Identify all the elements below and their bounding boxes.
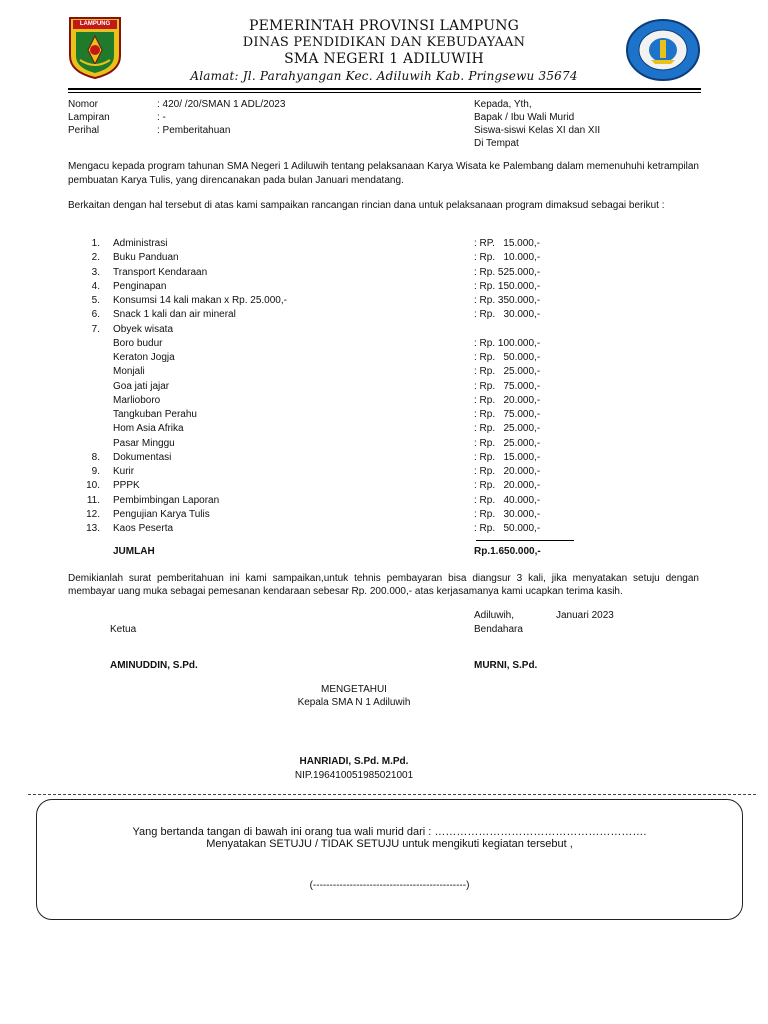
budget-item-label: Buku Panduan — [113, 252, 179, 263]
budget-item-number: 9. — [91, 466, 100, 477]
principal-nip: NIP.196410051985021001 — [294, 770, 414, 781]
letterhead-divider-thin — [68, 92, 701, 93]
treasurer-name: MURNI, S.Pd. — [474, 660, 538, 671]
budget-item-amount: : Rp. 75.000,- — [474, 381, 541, 392]
budget-item — [0, 480, 768, 492]
budget-item-amount: : Rp. 100.000,- — [474, 338, 541, 349]
budget-item-label: Administrasi — [113, 238, 168, 249]
budget-item-label: Hom Asia Afrika — [113, 423, 184, 434]
budget-item-amount: : Rp. 30.000,- — [474, 309, 541, 320]
budget-item — [0, 338, 768, 350]
budget-item — [0, 452, 768, 464]
budget-item-amount: : Rp. 40.000,- — [474, 495, 541, 506]
nomor-value: : 420/ /20/SMAN 1 ADL/2023 — [157, 99, 286, 110]
lampiran-value: : - — [157, 112, 166, 123]
budget-item — [0, 423, 768, 435]
budget-item-number: 5. — [91, 295, 100, 306]
budget-item-amount: : Rp. 350.000,- — [474, 295, 541, 306]
budget-item-amount: : Rp. 20.000,- — [474, 466, 541, 477]
chairman-name: AMINUDDIN, S.Pd. — [110, 660, 198, 671]
cut-line — [28, 794, 756, 795]
chairman-role: Ketua — [110, 624, 137, 635]
budget-item — [0, 295, 768, 307]
budget-item-label: Pasar Minggu — [113, 438, 175, 449]
budget-item-amount: : Rp. 150.000,- — [474, 281, 541, 292]
budget-item-amount: : Rp. 25.000,- — [474, 438, 541, 449]
budget-item — [0, 309, 768, 321]
budget-item-number: 3. — [91, 267, 100, 278]
budget-item — [0, 324, 768, 336]
budget-item-amount: : Rp. 20.000,- — [474, 480, 541, 491]
total-label: JUMLAH — [113, 546, 155, 557]
budget-item-amount: : Rp. 30.000,- — [474, 509, 541, 520]
budget-item — [0, 238, 768, 250]
budget-item-number: 8. — [91, 452, 100, 463]
budget-item-number: 12. — [86, 509, 100, 520]
recipient-line: Siswa-siswi Kelas XI dan XII — [474, 125, 601, 136]
budget-item-number: 4. — [91, 281, 100, 292]
letterhead-divider-thick — [68, 88, 701, 90]
letterhead-school: SMA NEGERI 1 ADILUWIH — [284, 51, 484, 67]
budget-item — [0, 509, 768, 521]
principal-role: Kepala SMA N 1 Adiluwih — [297, 697, 411, 708]
consent-choice: Menyatakan SETUJU / TIDAK SETUJU untuk mengikuti kegiatan tersebut , — [206, 838, 573, 850]
budget-item-amount: : Rp. 20.000,- — [474, 395, 541, 406]
budget-item-amount: : RP. 15.000,- — [474, 238, 540, 249]
consent-statement: Yang bertanda tangan di bawah ini orang tua wali murid dari : …………………………………………………. — [132, 826, 647, 838]
recipient-line: Di Tempat — [474, 138, 519, 149]
budget-item-label: Konsumsi 14 kali makan x Rp. 25.000,- — [113, 295, 287, 306]
budget-item-amount: : Rp. 50.000,- — [474, 352, 541, 363]
budget-item-label: Marlioboro — [113, 395, 161, 406]
budget-item-label: Snack 1 kali dan air mineral — [113, 309, 236, 320]
letterhead-government: PEMERINTAH PROVINSI LAMPUNG — [248, 18, 520, 34]
budget-item-number: 13. — [86, 523, 100, 534]
budget-item-label: Kaos Peserta — [113, 523, 174, 534]
budget-item-label: Penginapan — [113, 281, 167, 292]
budget-item-label: Pengujian Karya Tulis — [113, 509, 210, 520]
budget-item-number: 7. — [91, 324, 100, 335]
letterhead-address: Alamat: Jl. Parahyangan Kec. Adiluwih Kab. Pringsewu 35674 — [190, 69, 578, 83]
total-rule — [476, 540, 574, 541]
budget-item — [0, 366, 768, 378]
recipient-line: Kepada, Yth, — [474, 99, 532, 110]
province-logo-text: LAMPUNG — [79, 21, 111, 27]
budget-item-amount: : Rp. 15.000,- — [474, 452, 541, 463]
treasurer-role: Bendahara — [474, 624, 523, 635]
signature-place: Adiluwih, — [474, 610, 515, 621]
budget-item-label: Goa jati jajar — [113, 381, 170, 392]
budget-item — [0, 352, 768, 364]
recipient-line: Bapak / Ibu Wali Murid — [474, 112, 575, 123]
school-logo — [625, 18, 701, 82]
principal-name: HANRIADI, S.Pd. M.Pd. — [299, 756, 409, 767]
budget-item — [0, 252, 768, 264]
signature-date: Januari 2023 — [556, 610, 614, 621]
budget-item-label: Kurir — [113, 466, 135, 477]
budget-item-number: 1. — [91, 238, 100, 249]
budget-item — [0, 495, 768, 507]
perihal-label: Perihal — [68, 125, 100, 136]
budget-item-label: PPPK — [113, 480, 140, 491]
budget-item-label: Pembimbingan Laporan — [113, 495, 220, 506]
budget-item-label: Monjali — [113, 366, 145, 377]
budget-item-amount: : Rp. 525.000,- — [474, 267, 541, 278]
budget-item-label: Transport Kendaraan — [113, 267, 208, 278]
budget-item-number: 10. — [86, 480, 100, 491]
budget-item-number: 6. — [91, 309, 100, 320]
total-amount: Rp.1.650.000,- — [474, 546, 541, 557]
perihal-value: : Pemberitahuan — [157, 125, 231, 136]
budget-item — [0, 267, 768, 279]
budget-item-label: Tangkuban Perahu — [113, 409, 197, 420]
budget-item — [0, 381, 768, 393]
nomor-label: Nomor — [68, 99, 99, 110]
closing-paragraph: Demikianlah surat pemberitahuan ini kami sampaikan,untuk tehnis pembayaran bisa diangsur 3 kali, jika menyatakan setuju dengan membayar uang muka sebagai pemesanan kendaraan sebesar Rp. 200.000,- atas kerjasamanya kami ucapkan terima kasih. — [68, 573, 699, 597]
budget-item — [0, 409, 768, 421]
budget-item-amount: : Rp. 25.000,- — [474, 366, 541, 377]
opening-paragraph: Mengacu kepada program tahunan SMA Negeri 1 Adiluwih tentang pelaksanaan Karya Wisata ke Palembang dalam memenuhuhi ketrampilan pembuatan Karya Tulis, yang direncanakan pada bulan Januari mendatang. — [68, 161, 699, 186]
lampiran-label: Lampiran — [68, 112, 110, 123]
budget-intro-paragraph: Berkaitan dengan hal tersebut di atas kami sampaikan rancangan rincian dana untuk pelaksanaan program dimaksud sebagai berikut : — [68, 200, 665, 211]
budget-item-label: Boro budur — [113, 338, 163, 349]
acknowledged-label: MENGETAHUI — [321, 684, 387, 695]
parent-signature-line: (----------------------------------------------) — [309, 880, 470, 891]
budget-item-amount: : Rp. 10.000,- — [474, 252, 541, 263]
budget-item-label: Dokumentasi — [113, 452, 172, 463]
budget-item-amount: : Rp. 75.000,- — [474, 409, 541, 420]
budget-item — [0, 466, 768, 478]
budget-item-label: Keraton Jogja — [113, 352, 175, 363]
budget-item-amount: : Rp. 25.000,- — [474, 423, 541, 434]
budget-item-amount: : Rp. 50.000,- — [474, 523, 541, 534]
budget-item-number: 2. — [91, 252, 100, 263]
letterhead-department: DINAS PENDIDIKAN DAN KEBUDAYAAN — [242, 35, 526, 50]
budget-item — [0, 523, 768, 535]
budget-item-label: Obyek wisata — [113, 324, 174, 335]
consent-slip — [36, 799, 743, 920]
budget-item — [0, 438, 768, 450]
budget-item — [0, 395, 768, 407]
budget-item — [0, 281, 768, 293]
budget-item-number: 11. — [86, 495, 100, 506]
